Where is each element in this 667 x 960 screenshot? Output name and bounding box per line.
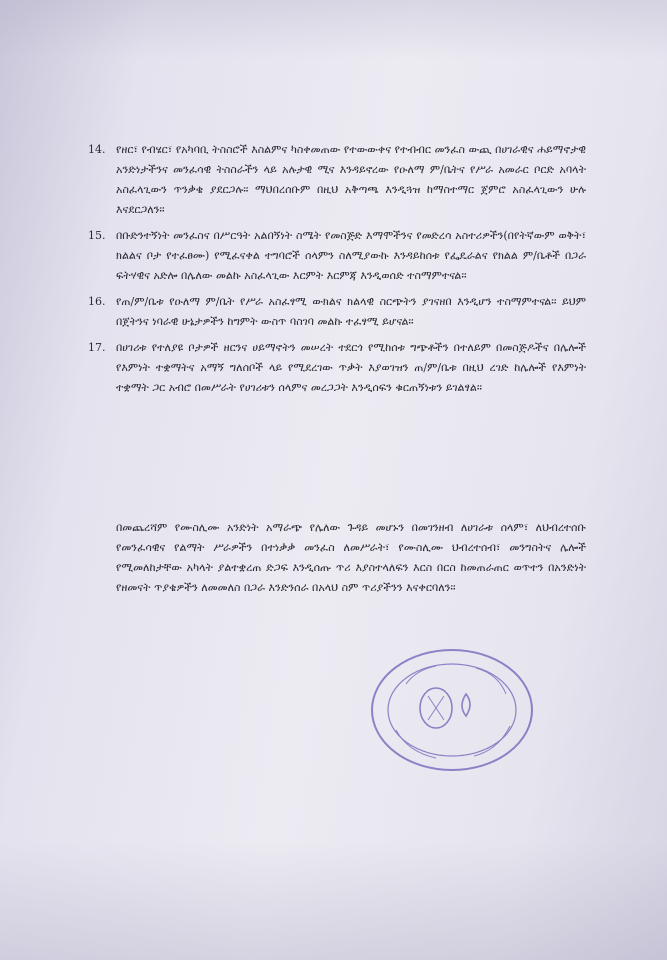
resolution-item	[88, 226, 586, 286]
shadow-top	[0, 0, 667, 60]
item-number: 14.	[88, 143, 106, 156]
resolution-item	[88, 338, 586, 398]
closing-paragraph: በመጨረሻም የሙስሊሙ አንድነት አማራጭ የሌለው ጉዳይ መሆኑን በመገንዘብ ለሀገራቱ ሰላም፣ ለህብረተሰቡ የመንፈሳዊና የልማት ሥራዎችን በተነቃቃ መንፈስ ለመሥራት፣ የሙስሊሙ ህብረተሰብ፣ መንግስትና ሌሎች የሚመለከታቸው አካላት ያልተቋረጠ ድጋፍ እንዲሰጡ ጥሪ እያስተላለፍን እርስ በርስ ከመጠራጠር ወጥተን በአንድነት የዘመናት ጥያቄዎችን ለመመለስ በጋራ እንድንሰራ በአላህ ስም ጥሪያችንን እናቀርባለን፡፡	[116, 521, 586, 594]
item-text: በቡድንተኝነት መንፈስና በሥርዓት አልበኝነት ስሜት የመስጅድ እማሞችንና የመድረሳ አስተሪዎችን(በየትኛውም ወቅት፣ ክልልና ቦታ የተፈፀሙ) የሚፈናቀል ተግባሮች ሰላምን ስለሚያውኩ እንዳይከሰቱ የፌዴራልና የክልል ም/ቤቶች በጋራ ፍትሃዊና አድሎ በሌለው መልኩ አስፈላጊው እርምት እርምጃ እንዲወሰድ ተስማምተናል፡፡	[116, 229, 586, 282]
shadow-bottom	[0, 840, 667, 960]
item-text: የጠ/ም/ቤቱ የዑለማ ም/ቤት የሥራ አስፈፃሚ ውክልና ክልላዊ ስርጭትን ያገናዘበ እንዲሆን ተስማምተናል፡፡ ይህም በጀትንና ነባራዊ ሁኔታዎችን ከግምት ውስጥ ባስገባ መልኩ ተፈፃሚ ይሆናል፡፡	[116, 295, 586, 328]
item-number: 15.	[88, 229, 106, 242]
item-text: በሀገሪቱ የተለያዩ ቦታዎች ዘርንና ሀይማኖትን መሠረት ተደርጎ የሚከሰቱ ግጭቶችን በተለይም በመስጅዶችና በሌሎች የእምነት ተቋማትና አማኝ ግለሰቦች ላይ የሚደረገው ጥቃት እያወገዝን ጠ/ም/ቤቱ በዚህ ረገድ ከሌሎች የእምነት ተቋማት ጋር አብሮ በመሥራት የሀገሪቱን ሰላምና መረጋጋት እንዲሰፍን ቁርጠኝነቱን ይገልፃል፡፡	[116, 341, 586, 394]
resolution-item	[88, 292, 586, 332]
item-number: 16.	[88, 295, 106, 308]
item-text: የዘር፣ የብሄር፣ የአካባቢ ትስስሮች እስልምና ካስቀመጠው የተውውቀና የተብብር መንፈስ ውጪ በሀገራዊና ሐይማኖታዊ አንድነታችንና መንፈሳዊ ትስስራችን ላይ አሉታዊ ሚና እንዳይኖረው የዑለማ ም/ቤትና የሥራ አመራር ቦርድ አባላት አስፈላጊውን ጥንቃቄ ያደርጋሉ፡፡ ማህበረሰቡም በዚህ አቅጣጫ እንዲጓዝ ከማስተማር ጀምሮ አስፈላጊውን ሁሉ እናደርጋለን፡፡	[116, 143, 586, 216]
numbered-resolutions	[88, 140, 586, 404]
resolution-item	[88, 140, 586, 220]
item-number: 17.	[88, 341, 106, 354]
official-stamp	[366, 644, 538, 774]
